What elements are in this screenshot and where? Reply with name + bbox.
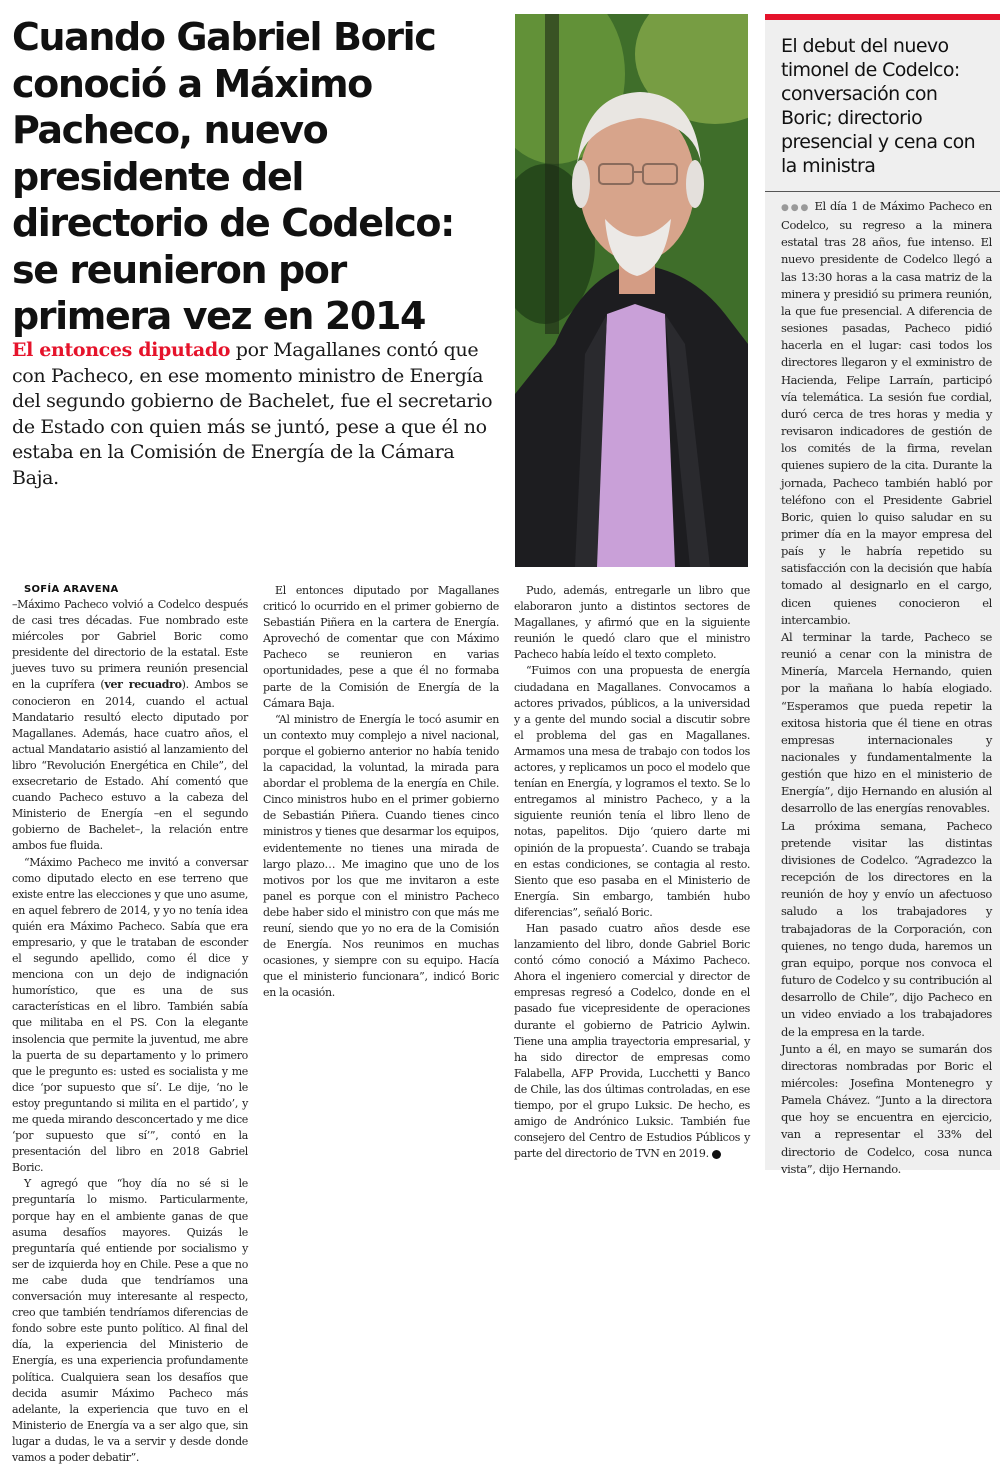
article-lead — [12, 338, 504, 491]
body-paragraph-6: Pudo, además, entregarle un libro que elaboraron junto a distintos sectores de Magallanes, y afirmó que en la siguiente reunión le quedó claro que el ministro Pacheco había leído el texto completo. — [514, 584, 750, 662]
body-paragraph-5: “Al ministro de Energía le tocó asumir en un contexto muy complejo a nivel nacional, porque el gobierno anterior no había tenido la capacidad, la voluntad, la mirada para abordar el problema de la energía en Chile. Cinco ministros hubo en el primer gobierno de Sebastián Piñera. Cuando tienes cinco ministros y tienes que desarmar los equipos, evidentemente no tienes una mirada de largo plazo… Me imagino que uno de los motivos por los que me invitaron a este panel es porque con el ministro Pacheco debe haber sido el ministro con que más me reuní, siendo que yo no era de la Comisión de Energía. Nos reunimos en muchas ocasiones, y siempre con su equipo. Hacía que el ministerio funcionara”, indicó Boric en la ocasión. — [263, 712, 499, 1000]
portrait-illustration — [515, 14, 748, 567]
body-paragraph-7: “Fuimos con una propuesta de energía ciudadana en Magallanes. Convocamos a actores privados, públicos, a la universidad y a gente del mundo social a discutir sobre el problema del gas en Magallanes. Armamos una mesa de trabajo con todos los actores, y replicamos un poco el modelo que tenían en Energía, y logramos el texto. Se lo entregamos al ministro Pacheco, y a la siguiente reunión tenía el libro lleno de notas, papelitos. Dijo ‘quiero darte mi opinión de la propuesta’. Cuando se trabaja en estas condiciones, se contagia al resto. Siento que eso pasaba en el Ministerio de Energía. Sin embargo, también hubo diferencias”, señaló Boric. — [514, 664, 750, 919]
body-column-2 — [263, 583, 499, 1001]
sidebar-box — [765, 14, 1000, 1176]
body-paragraph-3: Y agregó que “hoy día no sé si le preguntaría lo mismo. Particularmente, porque hay en el ambiente ganas de que asuma desafíos mayores. Quizás le preguntaría qué entiende por socialismo y ser de izquierda hoy en Chile. Pese a que no me cabe duda que tendríamos una conversación muy interesante al respecto, creo que también tendríamos diferencias de fondo sobre este punto político. Al final del día, la experiencia del Ministerio de Energía, es una experiencia profundamente política. Cualquiera sean los desafíos que decida asumir Máximo Pacheco más adelante, la experiencia que tuvo en el Ministerio de Energía va a ser algo que, sin lugar a dudas, le va a servir y desde donde vamos a poder debatir”. — [12, 1177, 248, 1464]
p8-text: Han pasado cuatro años desde ese lanzamiento del libro, donde Gabriel Boric contó cómo conoció a Máximo Pacheco. Ahora el ingeniero comercial y director de empresas regresó a Codelco, donde en el pasado fue vicepresidente de operaciones durante el gobierno de Patricio Aylwin. Tiene una amplia trayectoria empresarial, y ha sido director de empresas como Falabella, AFP Provida, Lucchetti y Banco de Chile, las dos últimas controladas, en ese tiempo, por el grupo Luksic. De hecho, es amigo de Andrónico Luksic. También fue consejero del Centro de Estudios Públicos y parte del directorio de TVN en 2019. — [514, 921, 750, 1161]
article-headline: Cuando Gabriel Boric conoció a Máximo Pacheco, nuevo presidente del directorio de Codelco: se reunieron por primera vez en 2014 — [12, 15, 454, 338]
body-paragraph-4: El entonces diputado por Magallanes criticó lo ocurrido en el primer gobierno de Sebastián Piñera en la cartera de Energía. Aprovechó de comentar que con Máximo Pacheco se reunieron en varias oportunidades, pese a que él no formaba parte de la Comisión de Energía de la Cámara Baja. — [263, 584, 499, 710]
p1-end: ). Ambos se conocieron en 2014, cuando el actual Mandatario resultó electo diputado por Magallanes. Además, hace cuatro años, el actual Mandatario asistió al lanzamiento del libro “Revolución Energética en Chile”, del exsecretario de Estado. Ahí comentó que cuando Pacheco estuvo a la cabeza del Ministerio de Energía –en el segundo gobierno de Bachelet–, la relación entre ambos fue fluida. — [12, 678, 248, 853]
p1-start: –Máximo Pacheco volvió a Codelco después de casi tres décadas. Fue nombrado este miércoles por Gabriel Boric como presidente del directorio de la estatal. Este jueves tuvo su primera reunión presencial en la cuprífera ( — [12, 598, 248, 692]
dots-icon: ●●● — [781, 203, 811, 213]
sidebar-divider — [765, 191, 1000, 192]
sidebar-paragraph-3: La próxima semana, Pacheco pretende visitar las distintas divisiones de Codelco. “Agradezco la recepción de los directores en la reunión de hoy y envío un afectuoso saludo a los trabajadores y trabajadoras de la Corporación, con quienes, no tengo duda, haremos un gran equipo, porque nos convoca el futuro de Codelco y su contribución al desarrollo de Chile”, dijo Pacheco en un video enviado a los trabajadores de la empresa en la tarde. — [781, 818, 992, 1039]
lead-text: por Magallanes contó que con Pacheco, en ese momento ministro de Energía del segundo gobierno de Bachelet, fue el secretario de Estado con quien más se juntó, pese a que él no estaba en la Comisión de Energía de la Cámara Baja. — [12, 339, 493, 489]
body-column-1 — [12, 583, 248, 1466]
byline: SOFÍA ARAVENA — [24, 584, 119, 595]
sidebar-text — [781, 198, 992, 1178]
sidebar-paragraph-4: Junto a él, en mayo se sumarán dos directoras nombradas por Boric el miércoles: Josefina Montenegro y Pamela Chávez. “Junto a la directora que hoy se encuentra en ejercicio, van a representar el 33% del directorio de Codelco, cosa nunca vista”, dijo Hernando. — [781, 1041, 992, 1176]
body-column-3 — [514, 583, 750, 1162]
sidebar-title: El debut del nuevo timonel de Codelco: conversación con Boric; directorio presencial y cena con la ministra — [781, 35, 976, 177]
body-paragraph-2: “Máximo Pacheco me invitó a conversar como diputado electo en ese terreno que existe entre las elecciones y que uno asume, en aquel febrero de 2014, y yo no tenía idea quién era Máximo Pacheco. Sabía que era empresario, y que le trataban de esconder el segundo apellido, como él dice y menciona con un dejo de indignación humorístico, que es una de sus características en el libro. También sabía que militaba en el PS. Con la elegante insolencia que permite la juventud, me abre la puerta de su departamento y lo primero que le pregunto es: usted es socialista y me dice ‘por supuesto que sí’. Le dije, ‘no le estoy preguntando si milita en el partido’, y me queda mirando desconcertado y me dice ‘por supuesto que sí’”, contó en la presentación del libro en 2018 Gabriel Boric. — [12, 855, 248, 1175]
lead-highlight: El entonces diputado — [12, 339, 231, 361]
end-mark-icon: P — [712, 1150, 721, 1159]
body-paragraph-8 — [514, 921, 750, 1162]
sidebar-p1-text: El día 1 de Máximo Pacheco en Codelco, su regreso a la minera estatal tras 28 años, fue intenso. El nuevo presidente de Codelco llegó a las 13:30 horas a la casa matriz de la minera y presidió su primera reunión, la que fue presencial. A diferencia de sesiones pasadas, Pacheco pidió hacerla en el lugar: casi todos los directores llegaron y el exministro de Hacienda, Felipe Larraín, participó vía telemática. La sesión fue cordial, duró cerca de tres horas y media y revisaron indicadores de gestión de los comités de la firma, revelan quienes supiero de la cita. Durante la jornada, Pacheco también habló por teléfono con el Presidente Gabriel Boric, quien lo quiso saludar en su primer día en la mayor empresa del país y le habría repetido su satisfacción con la decisión que había tomado al designarlo en el cargo, dicen quienes conocieron el intercambio. — [781, 199, 992, 627]
see-box-link[interactable]: ver recuadro — [104, 678, 182, 692]
sidebar-paragraph-1 — [781, 198, 992, 629]
body-paragraph-1 — [12, 597, 248, 855]
portrait-photo — [515, 14, 748, 567]
sidebar-paragraph-2: Al terminar la tarde, Pacheco se reunió a cenar con la ministra de Minería, Marcela Hernando, quien por la mañana lo había elogiado. “Esperamos que pueda repetir la exitosa historia que él tiene en otras empresas internacionales y nacionales y fundamentalmente la gestión que hizo en el ministerio de Energía”, dijo Hernando en alusión al desarrollo de las energías renovables. — [781, 629, 992, 816]
